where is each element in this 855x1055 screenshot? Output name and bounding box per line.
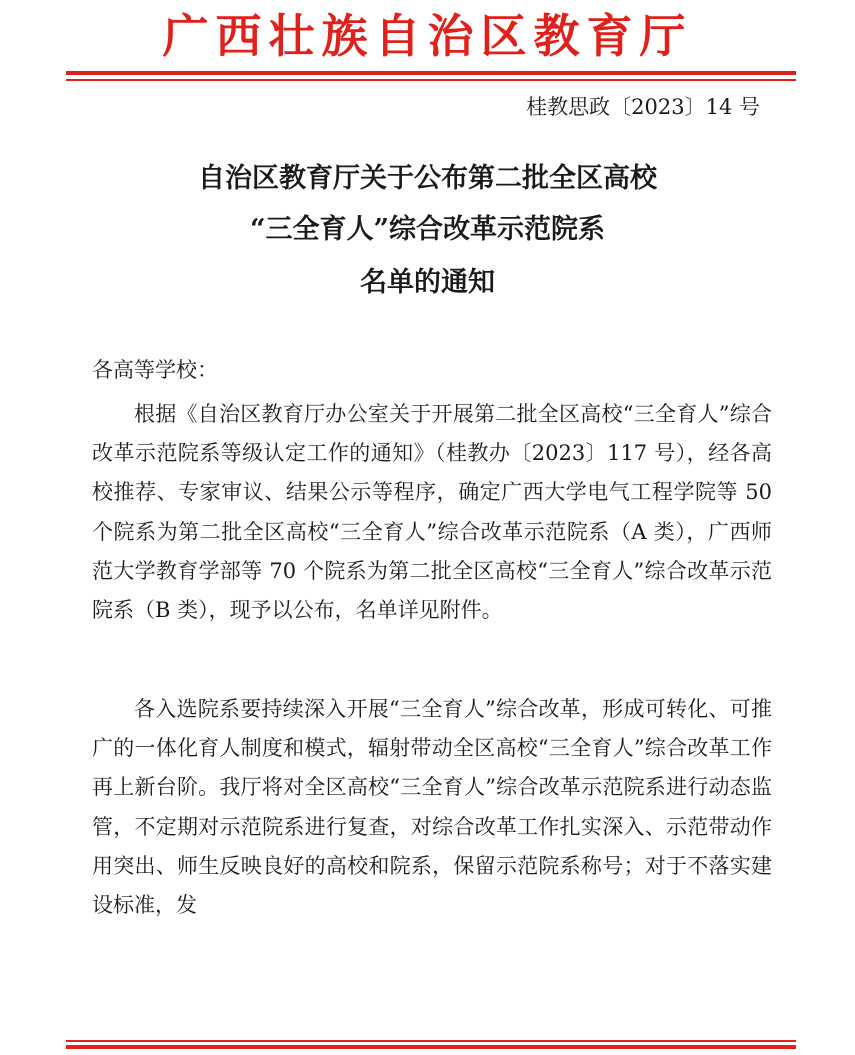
document-number: 桂教思政〔2023〕14 号	[526, 95, 760, 119]
header-red-rule-thick	[66, 71, 796, 75]
footer-red-rule-thick	[66, 1045, 796, 1049]
body-paragraph-2: 各入选院系要持续深入开展“三全育人”综合改革，形成可转化、可推广的一体化育人制度和模式，辐射带动全区高校“三全育人”综合改革工作再上新台阶。我厅将对全区高校“三全育人”综合改革示范院系进行动态监管，不定期对示范院系进行复查，对综合改革工作扎实深入、示范带动作用突出、师生反映良好的高校和院系，保留示范院系称号；对于不落实建设标准，发	[92, 697, 772, 918]
header-red-rule-thin	[66, 79, 796, 81]
salutation: 各高等学校：	[92, 358, 218, 382]
body-paragraph-1: 根据《自治区教育厅办公室关于开展第二批全区高校“三全育人”综合改革示范院系等级认定工作的通知》（桂教办〔2023〕117 号），经各高校推荐、专家审议、结果公示等程序，确定广西大学电气工程学院等 50 个院系为第二批全区高校“三全育人”综合改革示范院系（A 类），广西师范大学教育学部等 70 个院系为第二批全区高校“三全育人”综合改革示范院系（B 类），现予以公布，名单详见附件。	[92, 402, 772, 623]
footer-red-rule-thin	[66, 1040, 796, 1042]
document-title-line-1: 自治区教育厅关于公布第二批全区高校	[198, 163, 657, 194]
document-title-line-3: 名单的通知	[360, 267, 495, 298]
issuing-authority-header: 广西壮族自治区教育厅	[162, 9, 693, 63]
document-title-line-2: “三全育人”综合改革示范院系	[249, 214, 606, 245]
